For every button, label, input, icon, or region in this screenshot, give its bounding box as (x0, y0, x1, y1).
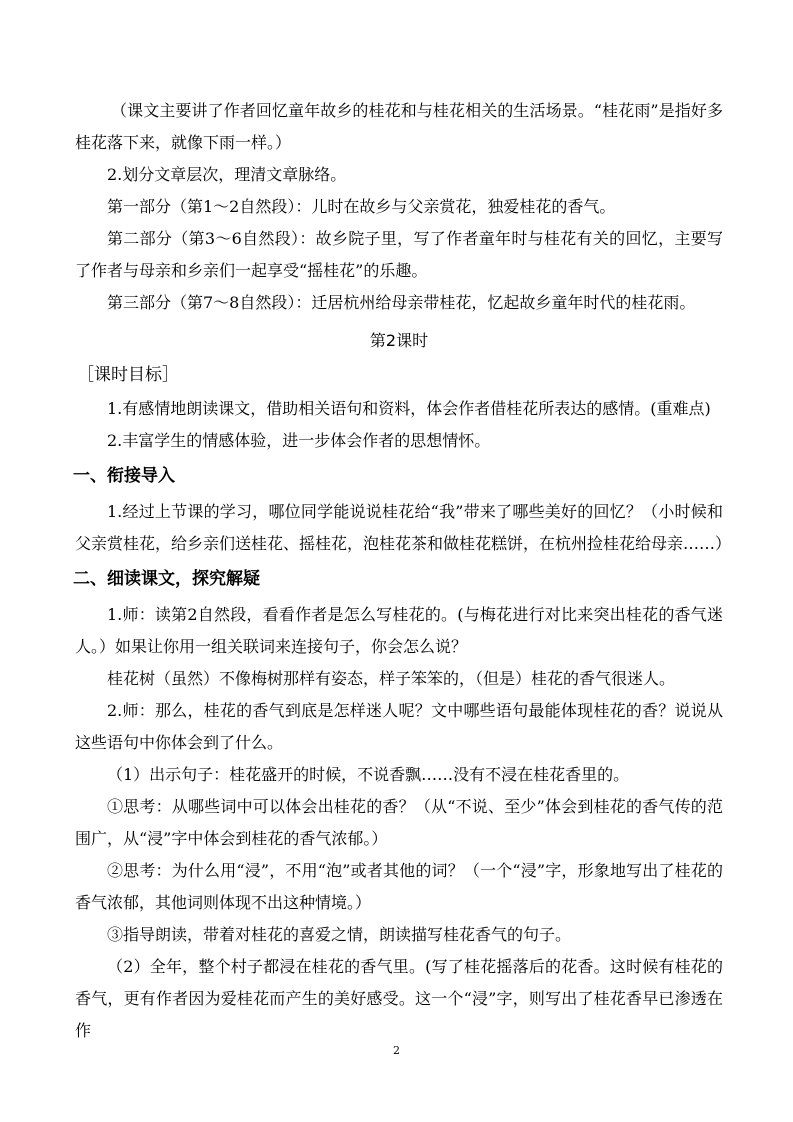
reading-paragraph: （2）全年，整个村子都浸在桂花的香气里。(写了桂花摇落后的花香。这时候有桂花的香气，更有作者因为爱桂花而产生的美好感受。这一个“浸”字，则写出了桂花香早已渗透在作 (75, 957, 723, 1040)
page-number: 2 (393, 1044, 400, 1057)
reading-paragraph: ②思考：为什么用“浸”，不用“泡”或者其他的词？（一个“浸”字，形象地写出了桂花的香气浓郁，其他词则体现不出这种情境。） (75, 861, 723, 912)
intro-question-paragraph: 1.经过上节课的学习，哪位同学能说说桂花给“我”带来了哪些美好的回忆？（小时候和父亲赏桂花，给乡亲们送桂花、摇桂花，泡桂花茶和做桂花糕饼，在杭州捡桂花给母亲……） (75, 502, 732, 553)
goal-heading: ［课时目标］ (77, 365, 179, 385)
goal-item: 1.有感情地朗读课文，借助相关语句和资料，体会作者借桂花所表达的感情。(重难点) (107, 399, 711, 418)
lesson-title: 第2课时 (369, 331, 429, 350)
part-1-paragraph: 第一部分（第1～2自然段）：儿时在故乡与父亲赏花，独爱桂花的香气。 (107, 197, 616, 216)
section-heading-reading: 二、细读课文，探究解疑 (73, 569, 260, 589)
goal-item: 2.丰富学生的情感体验，进一步体会作者的思想情怀。 (107, 431, 491, 450)
step-2-paragraph: 2.划分文章层次，理清文章脉络。 (107, 165, 347, 184)
part-2-paragraph: 第二部分（第3～6自然段）：故乡院子里，写了作者童年时与桂花有关的回忆，主要写了作者与母亲和乡亲们一起享受“摇桂花”的乐趣。 (75, 229, 723, 280)
reading-paragraph: 2.师：那么，桂花的香气到底是怎样迷人呢？文中哪些语句最能体现桂花的香？说说从这些语句中你体会到了什么。 (75, 701, 723, 752)
section-heading-intro: 一、衔接导入 (73, 466, 175, 486)
reading-paragraph: 桂花树（虽然）不像梅树那样有姿态，样子笨笨的，（但是）桂花的香气很迷人。 (107, 669, 676, 688)
reading-paragraph: ③指导朗读，带着对桂花的喜爱之情，朗读描写桂花香气的句子。 (107, 925, 572, 944)
document-page (73, 95, 732, 1047)
reading-paragraph: 1.师：读第2自然段，看看作者是怎么写桂花的。(与梅花进行对比来突出桂花的香气迷人。）如果让你用一组关联词来连接句子，你会怎么说？ (75, 605, 723, 656)
reading-paragraph: ①思考：从哪些词中可以体会出桂花的香？（从“不说、至少”体会到桂花的香气传的范围广，从“浸”字中体会到桂花的香气浓郁。） (75, 797, 723, 848)
reading-paragraph: （1）出示句子：桂花盛开的时候，不说香飘……没有不浸在桂花香里的。 (107, 765, 630, 784)
intro-summary-paragraph: （课文主要讲了作者回忆童年故乡的桂花和与桂花相关的生活场景。“桂花雨”是指好多桂花落下来，就像下雨一样。） (75, 101, 723, 152)
part-3-paragraph: 第三部分（第7～8自然段）：迁居杭州给母亲带桂花，忆起故乡童年时代的桂花雨。 (107, 293, 696, 312)
